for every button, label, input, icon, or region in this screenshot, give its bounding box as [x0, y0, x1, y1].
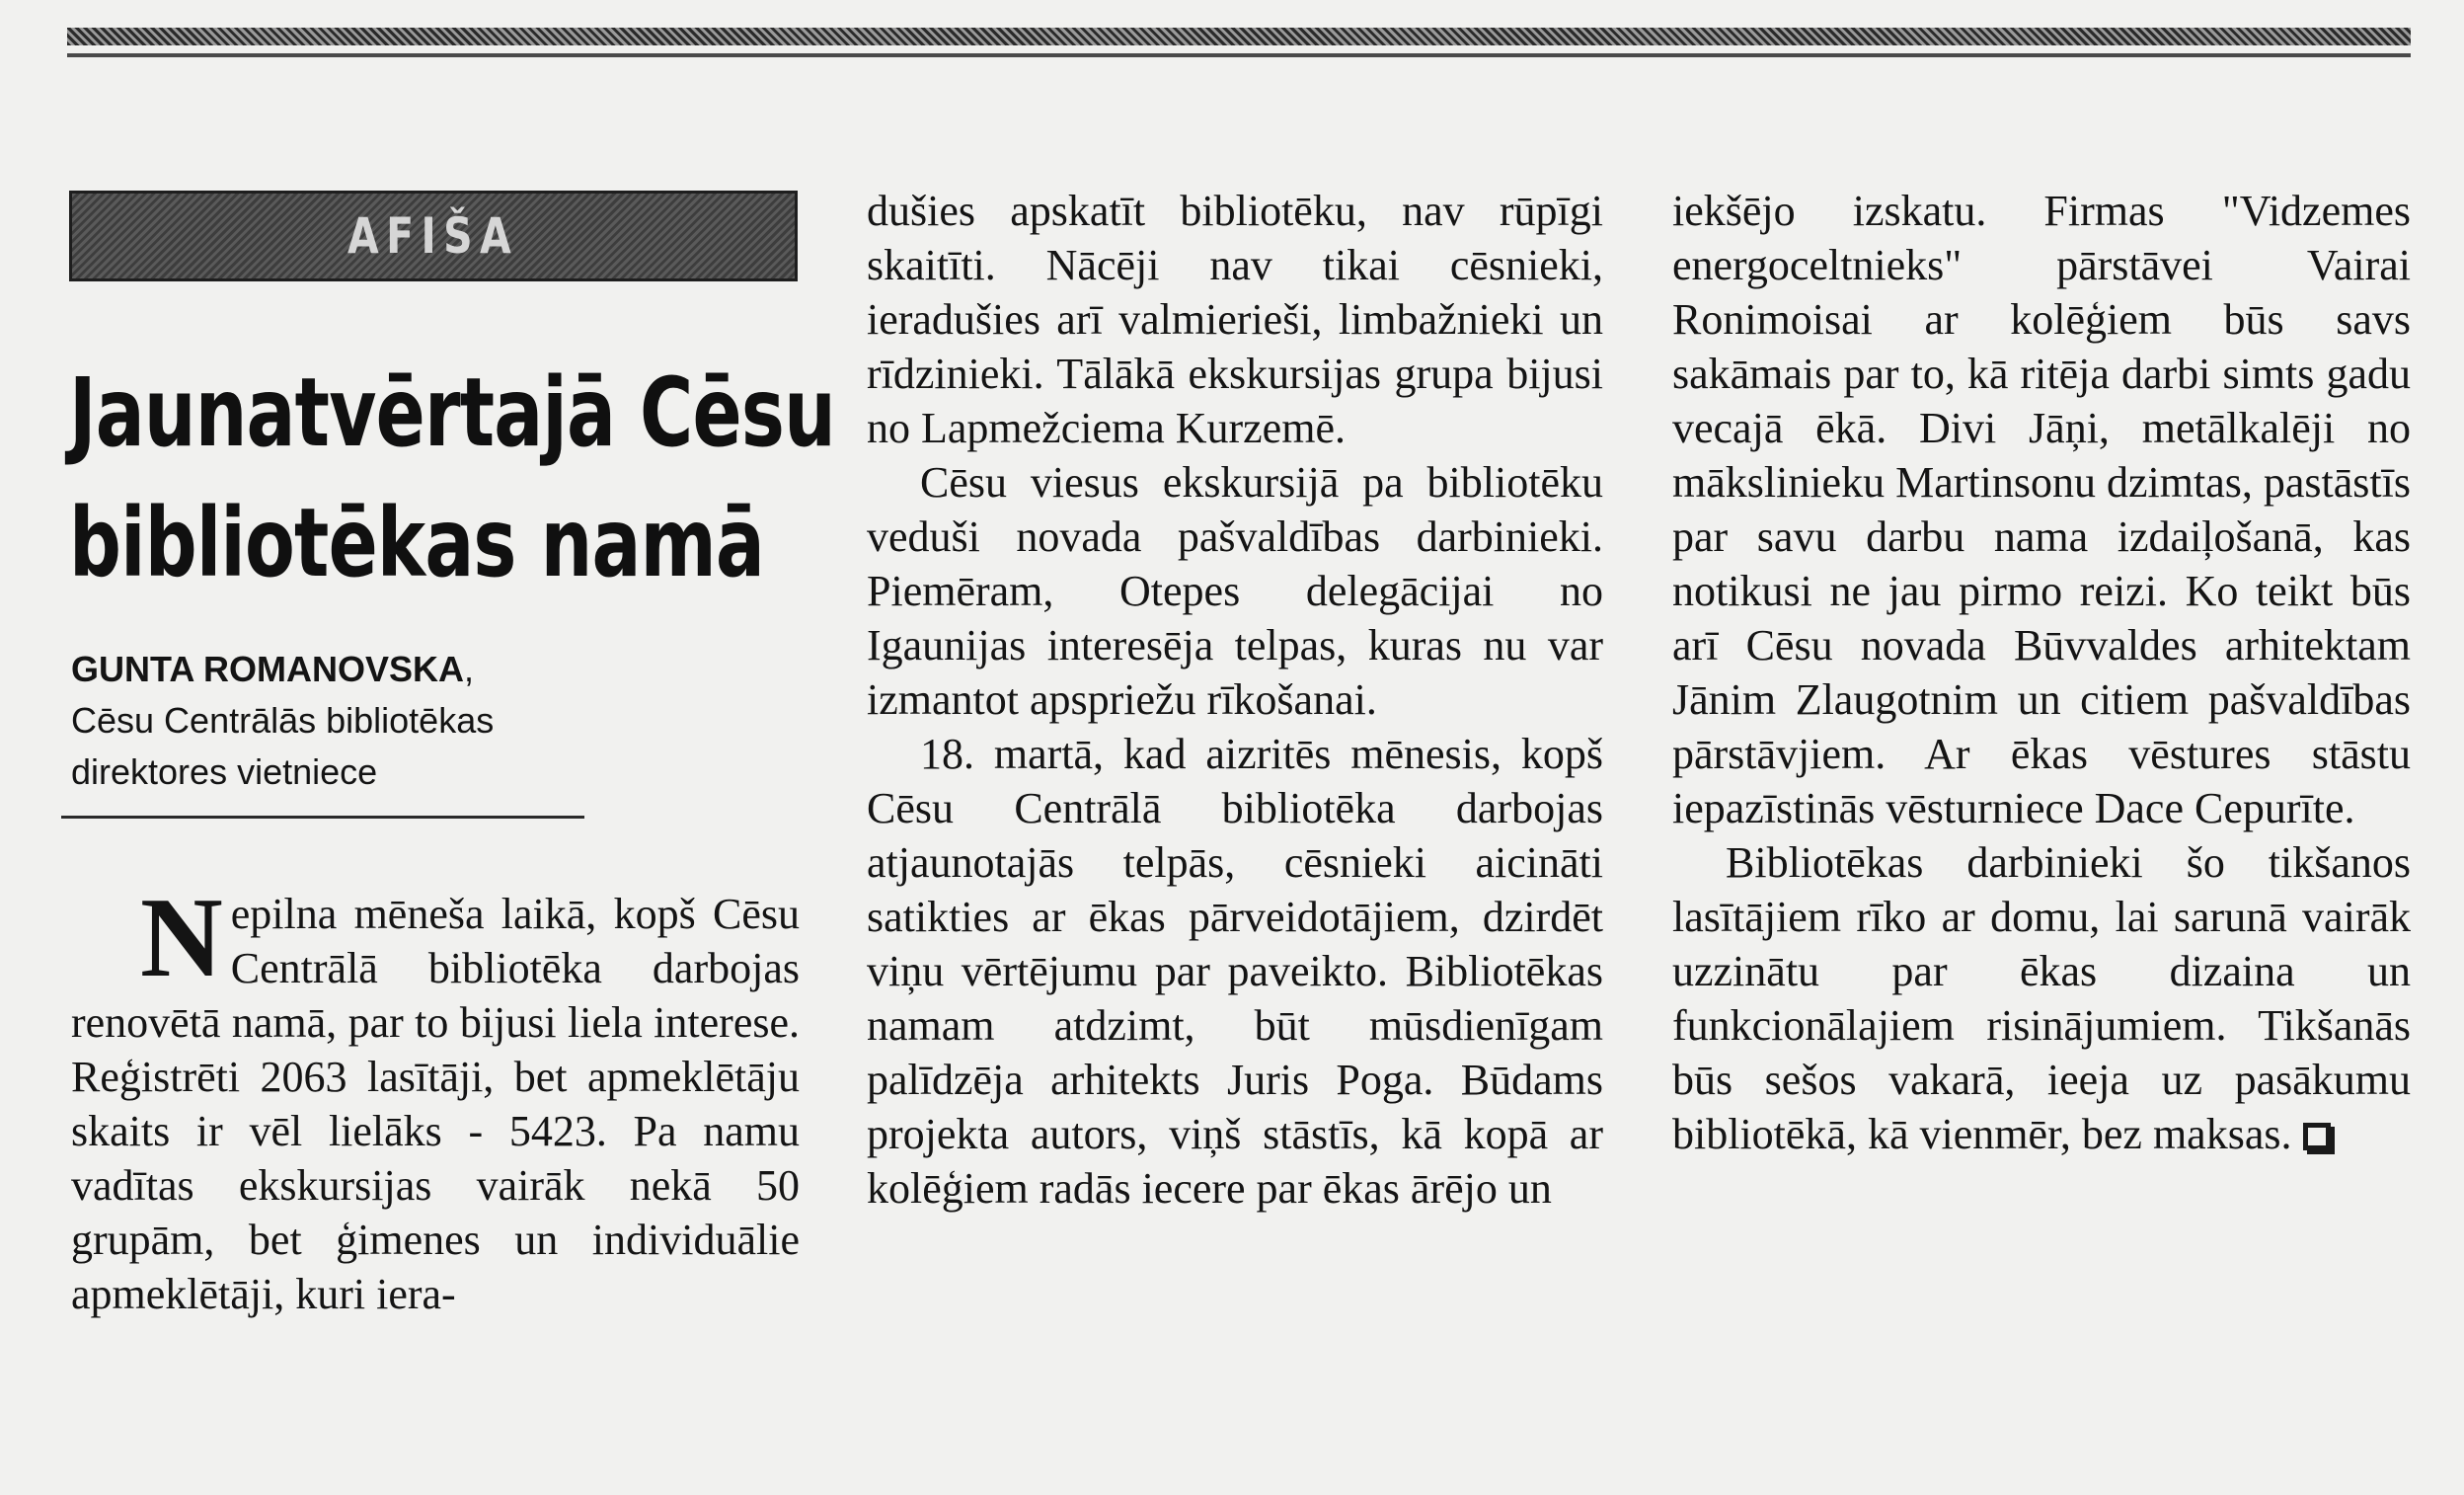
top-thin-rule [67, 53, 2411, 57]
column-1-text: epilna mēneša laikā, kopš Cēsu Centrālā bibliotēka darbojas renovētā namā, par to bijusi liela interese. Reģistrēti 2063 lasītāji, bet apmeklētāju skaits ir vēl lielāks - 5423. Pa namu vadītas ekskursijas vairāk nekā 50 grupām, bet ģimenes un individuālie apmeklētāji, kuri iera- [71, 890, 800, 1318]
author-role-line-2: direktores vietniece [71, 751, 378, 792]
section-rubric [69, 191, 798, 281]
headline-line-2: bibliotēkas namā [69, 488, 764, 598]
rubric-label: AFIŠA [347, 207, 519, 265]
article-headline [69, 348, 835, 608]
top-decorative-rule [67, 28, 2411, 45]
column-3-paragraph-2 [1672, 835, 2411, 1161]
end-of-article-icon [2303, 1123, 2331, 1150]
column-2-paragraph-2: Cēsu viesus ekskursijā pa bibliotēku veduši novada pašvaldības darbinieki. Piemēram, Otepes delegācijai no Igaunijas interesēja telpas, kuras nu var izmantot apspriežu rīkošanai. [867, 458, 1603, 724]
column-3-paragraph-1: iekšējo izskatu. Firmas "Vidzemes energoceltnieks" pārstāvei Vairai Ronimoisai ar kolēģiem būs savs sakāmais par to, kā ritēja darbi simts gadu vecajā ēkā. Divi Jāņi, metālkalēji no mākslinieku Martinsonu dzimtas, pastāstīs par savu darbu nama izdaiļošanā, kas notikusi ne jau pirmo reizi. Ko teikt būs arī Cēsu novada Būvvaldes arhitektam Jānim Zlaugotnim un citiem pašvaldības pārstāvjiem. Ar ēkas vēstures stāstu iepazīstinās vēsturniece Dace Cepurīte. [1672, 187, 2411, 832]
author-block: GUNTA ROMANOVSKA, Cēsu Centrālās bibliotēkas direktores vietniece [71, 644, 683, 798]
author-divider [61, 816, 584, 819]
column-2-paragraph-1: dušies apskatīt bibliotēku, nav rūpīgi skaitīti. Nācēji nav tikai cēsnieki, ieradušies arī valmierieši, limbažnieki un rīdzinieki. Tālākā ekskursijas grupa bijusi no Lapmežciema Kurzemē. [867, 187, 1603, 452]
author-name: GUNTA ROMANOVSKA [71, 649, 464, 689]
article-column-1 [71, 875, 800, 1321]
author-role-line-1: Cēsu Centrālās bibliotēkas [71, 700, 495, 741]
headline-line-1: Jaunatvērtajā Cēsu [69, 357, 835, 468]
column-2-paragraph-3: 18. martā, kad aizritēs mēnesis, kopš Cēsu Centrālā bibliotēka darbojas atjaunotajās telpās, cēsnieki aicināti satikties ar ēkas pārveidotājiem, dzirdēt viņu vērtējumu par paveikto. Bibliotēkas namam atdzimt, būt mūsdienīgam palīdzēja arhitekts Juris Poga. Būdams projekta autors, viņš stāstīs, kā kopā ar kolēģiem radās iecere par ēkas ārējo un [867, 730, 1603, 1213]
drop-cap: N [140, 875, 223, 1001]
column-3-paragraph-2-text: Bibliotēkas darbinieki šo tikšanos lasītājiem rīko ar domu, lai sarunā vairāk uzzinātu par ēkas dizaina un funkcionālajiem risinājumiem. Tikšanās būs sešos vakarā, ieeja uz pasākumu bibliotēkā, kā vienmēr, bez maksas. [1672, 838, 2411, 1158]
article-column-2 [867, 184, 1603, 1216]
article-column-3 [1672, 184, 2411, 1161]
